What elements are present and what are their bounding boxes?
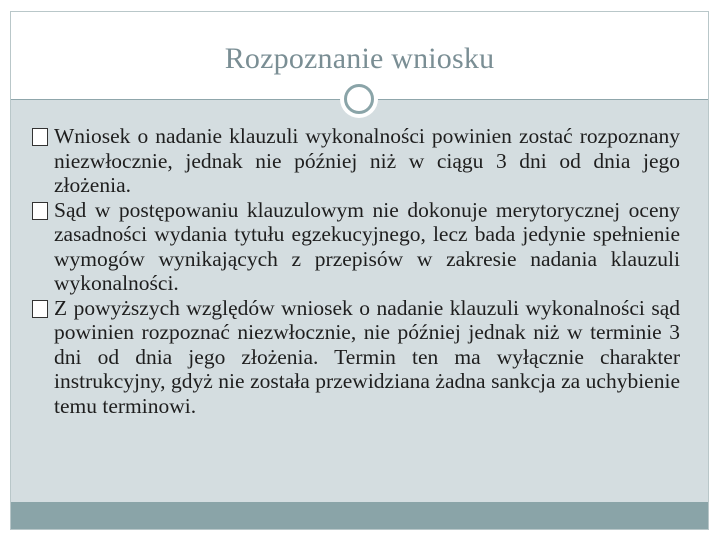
- bullet-text: Sąd w postępowaniu klauzulowym nie dokonuje merytorycznej oceny zasadności wydania tytułu egzekucyjnego, lecz bada jedynie spełnienie wymogów wynikających z przepisów w zakresie nadania klauzuli wykonalności.: [54, 197, 680, 295]
- square-bullet-icon: [32, 202, 48, 220]
- footer-bar: [11, 502, 708, 529]
- bullet-list: [28, 124, 680, 418]
- slide-title: Rozpoznanie wniosku: [224, 42, 495, 75]
- bullet-text: Wniosek o nadanie klauzuli wykonalności powinien zostać rozpoznany niezwłocznie, jednak nie później niż w ciągu 3 dni od dnia jego złożenia.: [54, 124, 680, 197]
- bullet-text: Z powyższych względów wniosek o nadanie klauzuli wykonalności sąd powinien rozpoznać niezwłocznie, nie później jednak niż w terminie 3 dni od dnia jego złożenia. Termin ten ma wyłącznie charakter instrukcyjny, gdyż nie została przewidziana żadna sankcja za uchybienie temu terminowi.: [54, 295, 680, 418]
- square-bullet-icon: [32, 300, 48, 318]
- bullet-item: [28, 296, 680, 419]
- bullet-item: [28, 198, 680, 296]
- square-bullet-icon: [32, 128, 48, 146]
- bullet-item: [28, 124, 680, 198]
- ring-ornament-icon: [340, 80, 378, 118]
